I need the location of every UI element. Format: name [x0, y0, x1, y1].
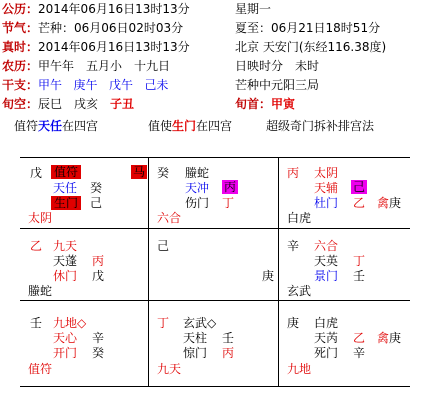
palace-tl-god: 值符: [51, 165, 81, 179]
palace-bc-star: 天柱: [183, 331, 208, 345]
rizhi: 日映时分 未时: [235, 59, 320, 73]
palace-c-right: 庚: [262, 269, 275, 283]
palace-br-star: 天芮: [314, 331, 339, 345]
xunkong-label: 旬空：: [2, 97, 39, 111]
zhishi-row: [148, 119, 232, 133]
xunkong-red: 子丑: [110, 97, 135, 111]
ganzhi-label: 干支：: [2, 78, 39, 92]
gongli-value: 2014年06月16日13时13分: [38, 2, 190, 16]
zhishi-door: 生门: [172, 119, 197, 133]
jieqi-next: 夏至：06月21日18时51分: [235, 21, 381, 35]
palace-mr-god: 六合: [314, 239, 339, 253]
zhenshi-label: 真时：: [2, 40, 39, 54]
nongli-row: [2, 59, 170, 73]
xunkong-row: [2, 97, 110, 111]
palace-bl-door-stem: 癸: [92, 346, 105, 360]
ganzhi-row: [2, 78, 168, 92]
grid-mid1: [20, 228, 410, 229]
palace-bl-star-stem: 辛: [92, 331, 105, 345]
ju: 芒种中元阳三局: [235, 78, 320, 92]
grid-v2: [278, 157, 279, 386]
nongli-value: 甲午年 五月小 十九日: [38, 59, 171, 73]
zhifu-row: [14, 119, 98, 133]
palace-ml-door: 休门: [53, 269, 78, 283]
palace-tr-star-stem: 己: [353, 180, 366, 194]
zhishi-post: 在四宫: [196, 119, 233, 133]
palace-br-star-stem: 乙: [353, 331, 366, 345]
zhenshi-value: 2014年06月16日13时13分: [38, 40, 190, 54]
palace-bc-door: 惊门: [183, 346, 208, 360]
palace-br-god: 白虎: [314, 316, 339, 330]
palace-ml-star: 天蓬: [53, 254, 78, 268]
palace-bc-door-stem: 丙: [222, 346, 235, 360]
ganzhi-year: 甲午: [38, 78, 63, 92]
palace-bc-star-stem: 壬: [222, 331, 235, 345]
palace-tl-door-stem: 己: [90, 196, 103, 210]
palace-bl-bottom: 值符: [28, 362, 53, 376]
jieqi-value: 芒种：06月06日02时03分: [38, 21, 184, 35]
extra-second-char: 庚: [389, 331, 402, 345]
palace-ml-god: 九天: [53, 239, 78, 253]
palace-mr-door: 景门: [314, 269, 339, 283]
xunshou-label: 旬首：: [235, 97, 272, 111]
palace-tr-star: 天辅: [314, 181, 339, 195]
ganzhi-month: 庚午: [73, 78, 98, 92]
palace-br-bottom: 九地: [287, 362, 312, 376]
zhishi-pre: 值使: [148, 119, 173, 133]
palace-ml-door-stem: 戊: [92, 269, 105, 283]
palace-tc-god: 螣蛇: [185, 166, 210, 180]
palace-bl-door: 开门: [53, 346, 78, 360]
palace-ml-stem: 乙: [30, 239, 43, 253]
palace-mr-star: 天英: [314, 254, 339, 268]
grid-v1: [148, 157, 149, 386]
nongli-label: 农历：: [2, 59, 39, 73]
palace-tl-stem: 戊: [30, 166, 43, 180]
palace-tl-star: 天任: [53, 181, 78, 195]
palace-tr-extra-text: 禽: [377, 196, 390, 210]
palace-br-stem: 庚: [287, 316, 300, 330]
palace-tr-stem: 丙: [287, 166, 300, 180]
gongli-row: [2, 2, 190, 16]
zhenshi-place: 北京 天安门(东经116.38度): [235, 40, 387, 54]
method: 超级奇门拆补排宫法: [266, 119, 375, 133]
palace-bc-bottom: 九天: [157, 362, 182, 376]
palace-mr-stem: 辛: [287, 239, 300, 253]
zhifu-post: 在四宫: [62, 119, 99, 133]
palace-tr-door-stem: 乙: [353, 196, 366, 210]
palace-bc-god: 玄武◇: [183, 316, 217, 330]
palace-tr-bottom: 白虎: [287, 211, 312, 225]
palace-br-extra-text: 禽: [377, 331, 390, 345]
xunshou-value: 甲寅: [271, 97, 296, 111]
palace-mr-door-stem: 壬: [353, 269, 366, 283]
palace-tc-door: 伤门: [185, 196, 210, 210]
jieqi-label: 节气：: [2, 21, 39, 35]
palace-bl-stem: 壬: [30, 316, 43, 330]
ganzhi-hour: 己未: [144, 78, 169, 92]
palace-mr-star-stem: 丁: [353, 254, 366, 268]
palace-bl-god: 九地◇: [53, 316, 87, 330]
palace-tc-stem: 癸: [157, 166, 170, 180]
jieqi-row: [2, 21, 183, 35]
xunshou-row: [235, 97, 295, 111]
grid-top: [20, 157, 410, 158]
palace-bc-stem: 丁: [157, 316, 170, 330]
grid-bottom: [20, 386, 410, 387]
palace-tc-star-stem: 丙: [224, 180, 237, 194]
palace-tl-star-stem: 癸: [90, 181, 103, 195]
palace-tc-star: 天冲: [185, 181, 210, 195]
palace-tr-extra: [377, 196, 401, 210]
palace-bl-star: 天心: [53, 331, 78, 345]
weekday: 星期一: [235, 2, 272, 16]
palace-tc-bottom: 六合: [157, 211, 182, 225]
palace-ml-bottom: 螣蛇: [28, 284, 53, 298]
palace-tl-bottom: 太阴: [28, 211, 53, 225]
zhenshi-row: [2, 40, 190, 54]
gongli-label: 公历：: [2, 2, 39, 16]
palace-tc-door-stem: 丁: [222, 196, 235, 210]
palace-tl-door: 生门: [51, 196, 81, 210]
extra-second-char: 庚: [389, 196, 402, 210]
palace-tr-door: 杜门: [314, 196, 339, 210]
xunkong-values: 辰巳 戌亥: [38, 97, 111, 111]
palace-br-door: 死门: [314, 346, 339, 360]
palace-tr-god: 太阴: [314, 166, 339, 180]
palace-br-extra: [377, 331, 401, 345]
palace-br-door-stem: 辛: [353, 346, 366, 360]
zhifu-pre: 值符: [14, 119, 39, 133]
palace-ml-star-stem: 丙: [92, 254, 105, 268]
ganzhi-day: 戊午: [108, 78, 133, 92]
zhifu-star: 天任: [38, 119, 63, 133]
palace-mr-bottom: 玄武: [287, 284, 312, 298]
palace-c-stem: 己: [157, 239, 170, 253]
palace-tl-mark: 马: [133, 165, 146, 179]
grid-mid2: [20, 300, 410, 301]
